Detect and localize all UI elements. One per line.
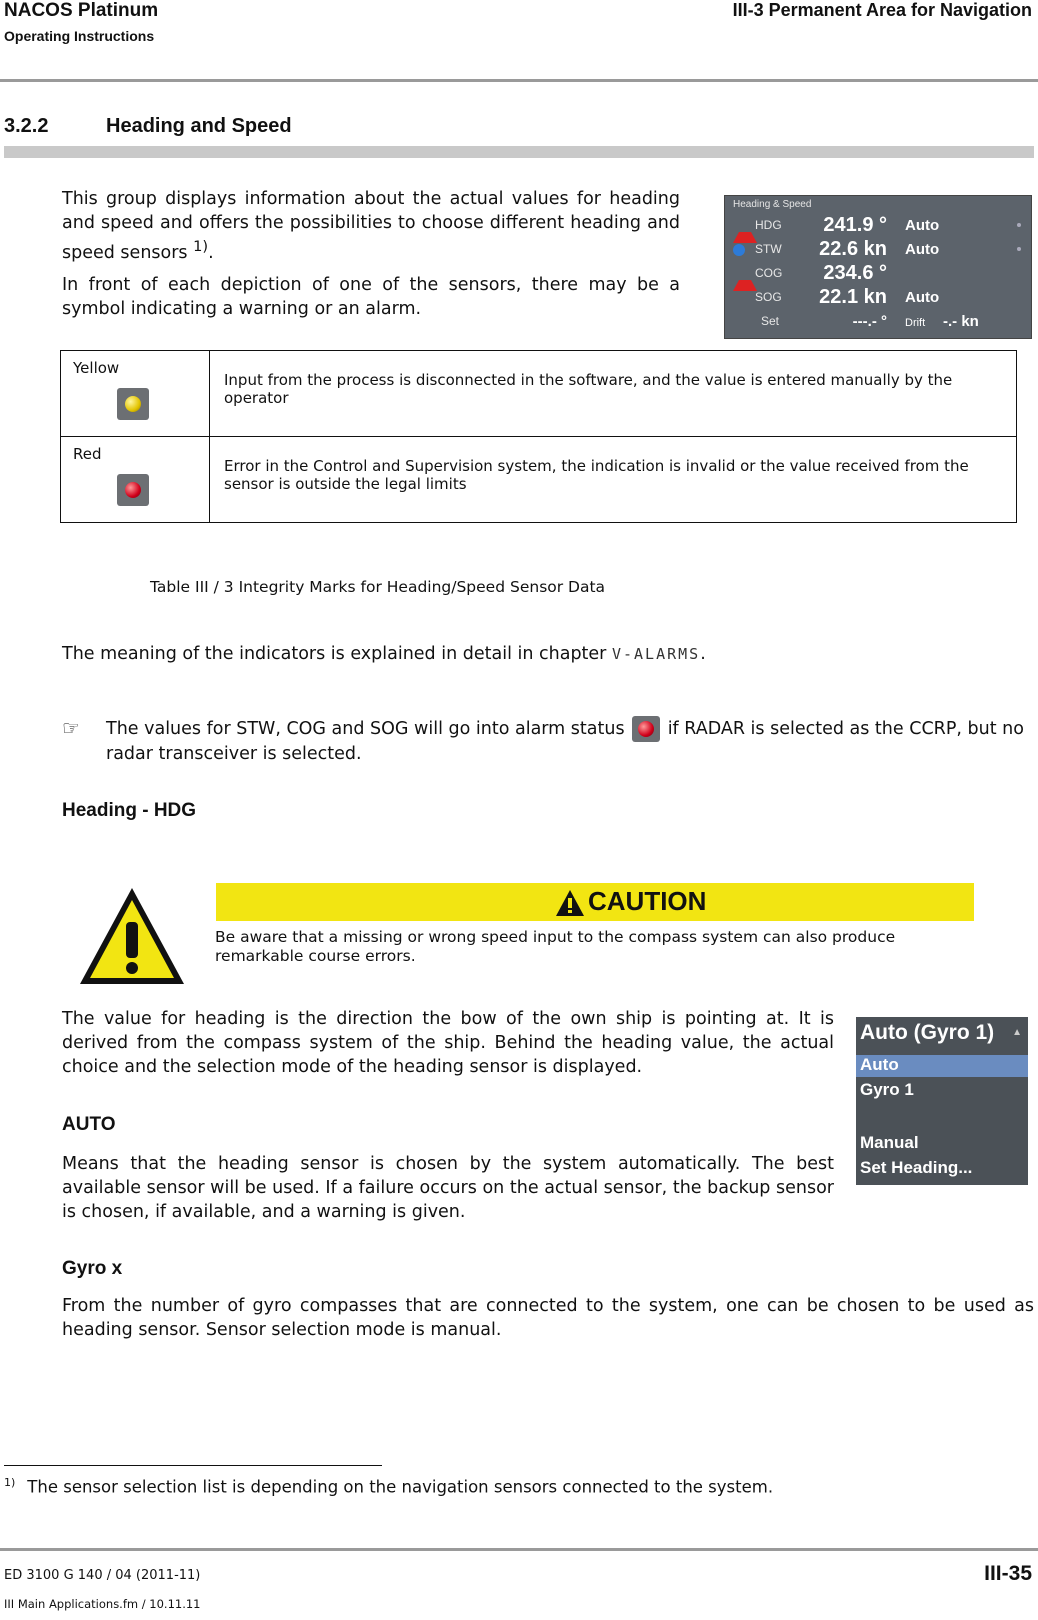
intro-p1-text: This group displays information about the actual values for heading and speed and offers the possibilities to choose different heading and speed sensors <box>62 189 680 263</box>
heading-sensor-menu <box>856 1017 1028 1185</box>
header-chapter: III-3 Permanent Area for Navigation <box>732 0 1032 20</box>
header-product: NACOS Platinum <box>4 0 159 21</box>
caution-label: CAUTION <box>588 886 707 916</box>
mark-label: Red <box>73 445 102 463</box>
sensor-label: Set <box>761 314 780 328</box>
menu-item-auto[interactable]: Auto <box>860 1055 899 1074</box>
footer-doc-id: ED 3100 G 140 / 04 (2011-11) <box>4 1568 201 1583</box>
sensor-mode[interactable]: Auto <box>905 241 940 258</box>
table-row <box>61 437 1017 523</box>
scroll-arrow-icon[interactable]: ▲ <box>1012 1027 1022 1038</box>
integrity-marks-table <box>60 350 1017 523</box>
intro-paragraph-1: This group displays information about the actual values for heading and speed and offers the possibilities to choose different heading and speed sensors $^{1)}$. <box>62 189 680 263</box>
note-text-after: if RADAR is selected as the CCRP, but no radar transceiver is selected. <box>106 719 1024 764</box>
intro-paragraph-2: In front of each depiction of one of the sensors, there may be a symbol indicating a warning or an alarm. <box>62 275 680 319</box>
sensor-label: COG <box>755 266 783 280</box>
drift-label: Drift <box>905 317 926 329</box>
red-indicator-icon <box>632 716 660 742</box>
sensor-value: 22.1 kn <box>819 286 887 308</box>
sensor-label: SOG <box>755 290 782 304</box>
footer-file: III Main Applications.fm / 10.11.11 <box>4 1597 201 1611</box>
table-caption: Table III / 3 Integrity Marks for Heading/Speed Sensor Data <box>150 578 606 596</box>
table-cell-description: Error in the Control and Supervision system, the indication is invalid or the value received from the sensor is outside the legal limits <box>210 437 1017 523</box>
sensor-label: HDG <box>755 218 782 232</box>
note-text-before: The values for STW, COG and SOG will go into alarm status <box>106 719 631 739</box>
indicators-period: . <box>700 644 706 664</box>
footnote-text: The sensor selection list is depending on the navigation sensors connected to the system. <box>27 1477 774 1497</box>
sensor-value: 234.6 ° <box>823 262 887 284</box>
section-bar <box>4 146 1034 158</box>
sensor-row-cog[interactable] <box>725 262 1031 286</box>
section-number: 3.2.2 <box>4 115 49 137</box>
caution-text: Be aware that a missing or wrong speed input to the compass system can also produce remarkable course errors. <box>215 928 896 965</box>
sensor-row-stw[interactable] <box>725 238 1031 262</box>
red-indicator-icon <box>117 474 149 506</box>
table-cell-mark <box>61 437 210 523</box>
menu-item-set-heading[interactable]: Set Heading... <box>860 1158 973 1177</box>
menu-current-selection[interactable]: Auto (Gyro 1) <box>860 1021 995 1044</box>
subheading-gyro: Gyro x <box>62 1258 123 1279</box>
footnote-ref: 1) <box>193 238 209 255</box>
table-cell-description: Input from the process is disconnected in the software, and the value is entered manually by the operator <box>210 351 1017 437</box>
gyro-paragraph: From the number of gyro compasses that are connected to the system, one can be chosen to be used as heading sensor. Sensor selection mode is manual. <box>62 1296 1034 1340</box>
sensor-label: STW <box>755 242 782 256</box>
heading-speed-panel <box>724 195 1032 339</box>
dropdown-dot-icon[interactable] <box>1017 223 1021 227</box>
footnote-mark: 1) <box>4 1476 16 1489</box>
sensor-value: ---.- ° <box>852 313 887 330</box>
sensor-value: 22.6 kn <box>819 238 887 260</box>
heading-paragraph: The value for heading is the direction the bow of the own ship is pointing at. It is derived from the compass system of the ship. Behind the heading value, the actual choice and the selection mode of the heading sensor is displayed. <box>62 1009 834 1077</box>
footer-rule <box>0 1548 1038 1551</box>
table-row <box>61 351 1017 437</box>
info-circle-icon <box>733 244 745 256</box>
subheading-auto: AUTO <box>62 1114 116 1135</box>
sensor-mode[interactable]: Auto <box>905 217 940 234</box>
yellow-indicator-icon <box>117 388 149 420</box>
header-rule <box>0 79 1038 82</box>
sensor-mode[interactable]: Auto <box>905 289 940 306</box>
menu-item-manual[interactable]: Manual <box>860 1133 919 1152</box>
sensor-row-set <box>725 310 1031 334</box>
mark-label: Yellow <box>73 359 120 377</box>
section-title <box>4 115 292 138</box>
pointing-hand-icon: ☞ <box>62 716 80 740</box>
footnote-rule <box>4 1465 382 1466</box>
indicators-paragraph <box>62 644 706 664</box>
menu-item-gyro[interactable]: Gyro 1 <box>860 1080 914 1099</box>
dropdown-dot-icon[interactable] <box>1017 247 1021 251</box>
header-doc-type: Operating Instructions <box>4 28 155 44</box>
caution-triangle-icon <box>555 889 585 917</box>
page-number: III-35 <box>984 1562 1032 1585</box>
warning-sign-icon <box>76 884 188 988</box>
panel-title: Heading & Speed <box>733 199 812 210</box>
sensor-row-sog[interactable] <box>725 286 1031 310</box>
table-cell-mark <box>61 351 210 437</box>
auto-paragraph: Means that the heading sensor is chosen by the system automatically. The best available sensor will be used. If a failure occurs on the actual sensor, the backup sensor is chosen, if available, and a warning is given. <box>62 1154 834 1222</box>
chapter-link[interactable]: V-ALARMS <box>611 645 701 663</box>
note-paragraph <box>106 716 1034 766</box>
indicators-text: The meaning of the indicators is explained in detail in chapter <box>62 644 612 664</box>
section-title-text: Heading and Speed <box>106 115 292 137</box>
footnote <box>4 1476 773 1497</box>
sensor-row-hdg[interactable] <box>725 214 1031 238</box>
sensor-value: 241.9 ° <box>823 214 887 236</box>
subheading-hdg: Heading - HDG <box>62 800 197 821</box>
drift-value: -.- kn <box>943 313 979 330</box>
